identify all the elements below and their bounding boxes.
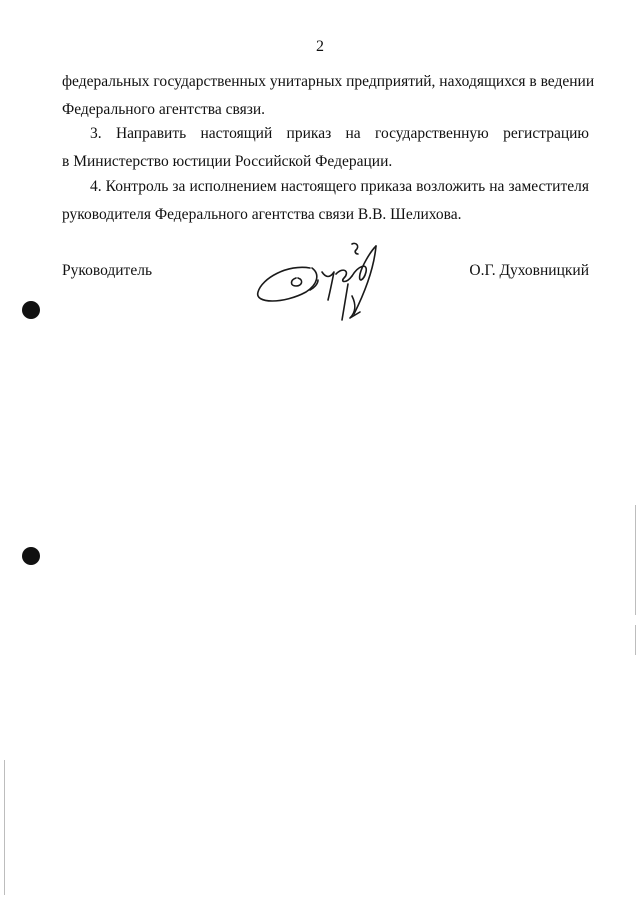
paragraph-line: в Министерство юстиции Российской Федерации. [62,153,393,170]
paragraph-line: руководителя Федерального агентства связи В.В. Шелихова. [62,206,462,223]
paragraph-line: федеральных государственных унитарных предприятий, находящихся в ведении [62,73,595,90]
scan-edge-mark [635,505,636,615]
paragraph-line: 3. Направить настоящий приказ на государственную регистрацию [90,125,589,142]
scan-edge-mark [635,625,636,655]
signatory-role: Руководитель [62,262,153,279]
page-number: 2 [316,38,324,55]
paragraph-line: 4. Контроль за исполнением настоящего приказа возложить на заместителя [90,178,589,195]
scan-edge-mark [4,760,5,895]
punch-hole [22,301,40,319]
handwritten-signature [248,238,398,328]
punch-hole [22,547,40,565]
paragraph-item-4 [62,173,589,229]
paragraph-continuation [62,68,595,124]
paragraph-line: Федерального агентства связи. [62,101,266,118]
signatory-name: О.Г. Духовницкий [469,262,589,279]
paragraph-item-3 [62,120,589,176]
